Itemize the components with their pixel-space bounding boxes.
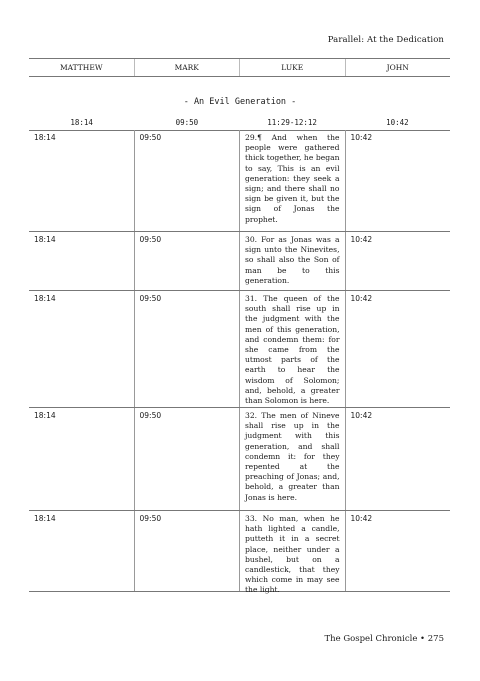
section-ref-mark: 09:50: [175, 118, 199, 127]
luke-verse: 33. No man, when he hath lighted a candle, putteth it in a secret place, neither under a bushel, but on a candlestick, that they which come in may see the light.: [239, 511, 345, 591]
table-row: [29, 408, 450, 511]
mark-ref: 09:50: [134, 408, 240, 510]
matthew-ref: 18:14: [34, 294, 56, 303]
john-ref: 10:42: [345, 130, 451, 231]
mark-ref: 09:50: [134, 291, 240, 407]
john-ref: 10:42: [345, 291, 451, 407]
john-ref: 10:42: [345, 511, 451, 591]
gospel-header-mark: MARK: [134, 59, 240, 76]
gospel-header-john: JOHN: [345, 59, 451, 76]
running-header: Parallel: At the Dedication: [327, 35, 444, 45]
gospel-header-luke: LUKE: [239, 59, 345, 76]
table-row: [29, 291, 450, 408]
parallel-table: [29, 130, 450, 595]
luke-verse: 30. For as Jonas was a sign unto the Ninevites, so shall also the Son of man be to this generation.: [239, 232, 345, 290]
matthew-ref: 18:14: [34, 133, 56, 142]
page-footer: The Gospel Chronicle • 275: [324, 634, 444, 644]
matthew-ref: 18:14: [34, 411, 56, 420]
section-title: - An Evil Generation -: [183, 97, 297, 107]
luke-verse: 29.¶ And when the people were gathered thick together, he began to say, This is an evil generation: they seek a sign; and there shall no sign be given it, but the sign of Jonas the prophet.: [239, 130, 345, 231]
gospel-column-headers: [29, 58, 450, 77]
mark-ref: 09:50: [134, 511, 240, 591]
table-row: [29, 511, 450, 595]
section-ref-matthew: 18:14: [70, 118, 93, 127]
matthew-ref: 18:14: [34, 514, 56, 523]
john-ref: 10:42: [345, 408, 451, 510]
gospel-header-matthew: MATTHEW: [59, 63, 103, 72]
luke-verse: 31. The queen of the south shall rise up in the judgment with the men of this generation, and condemn them: for she came from the utmost parts of the earth to hear the wisdom of Solomon; and, behold, a greater than Solomon is here.: [239, 291, 345, 407]
luke-verse: 32. The men of Nineve shall rise up in the judgment with this generation, and shall condemn it: for they repented at the preaching of Jonas; and, behold, a greater than Jonas is here.: [239, 408, 345, 510]
table-row: [29, 232, 450, 291]
mark-ref: 09:50: [134, 232, 240, 290]
mark-ref: 09:50: [134, 130, 240, 231]
section-ref-luke: 11:29-12:12: [267, 118, 317, 127]
john-ref: 10:42: [345, 232, 451, 290]
section-refs: [29, 117, 450, 131]
table-row: [29, 130, 450, 232]
matthew-ref: 18:14: [34, 235, 56, 244]
section-ref-john: 10:42: [386, 118, 409, 127]
